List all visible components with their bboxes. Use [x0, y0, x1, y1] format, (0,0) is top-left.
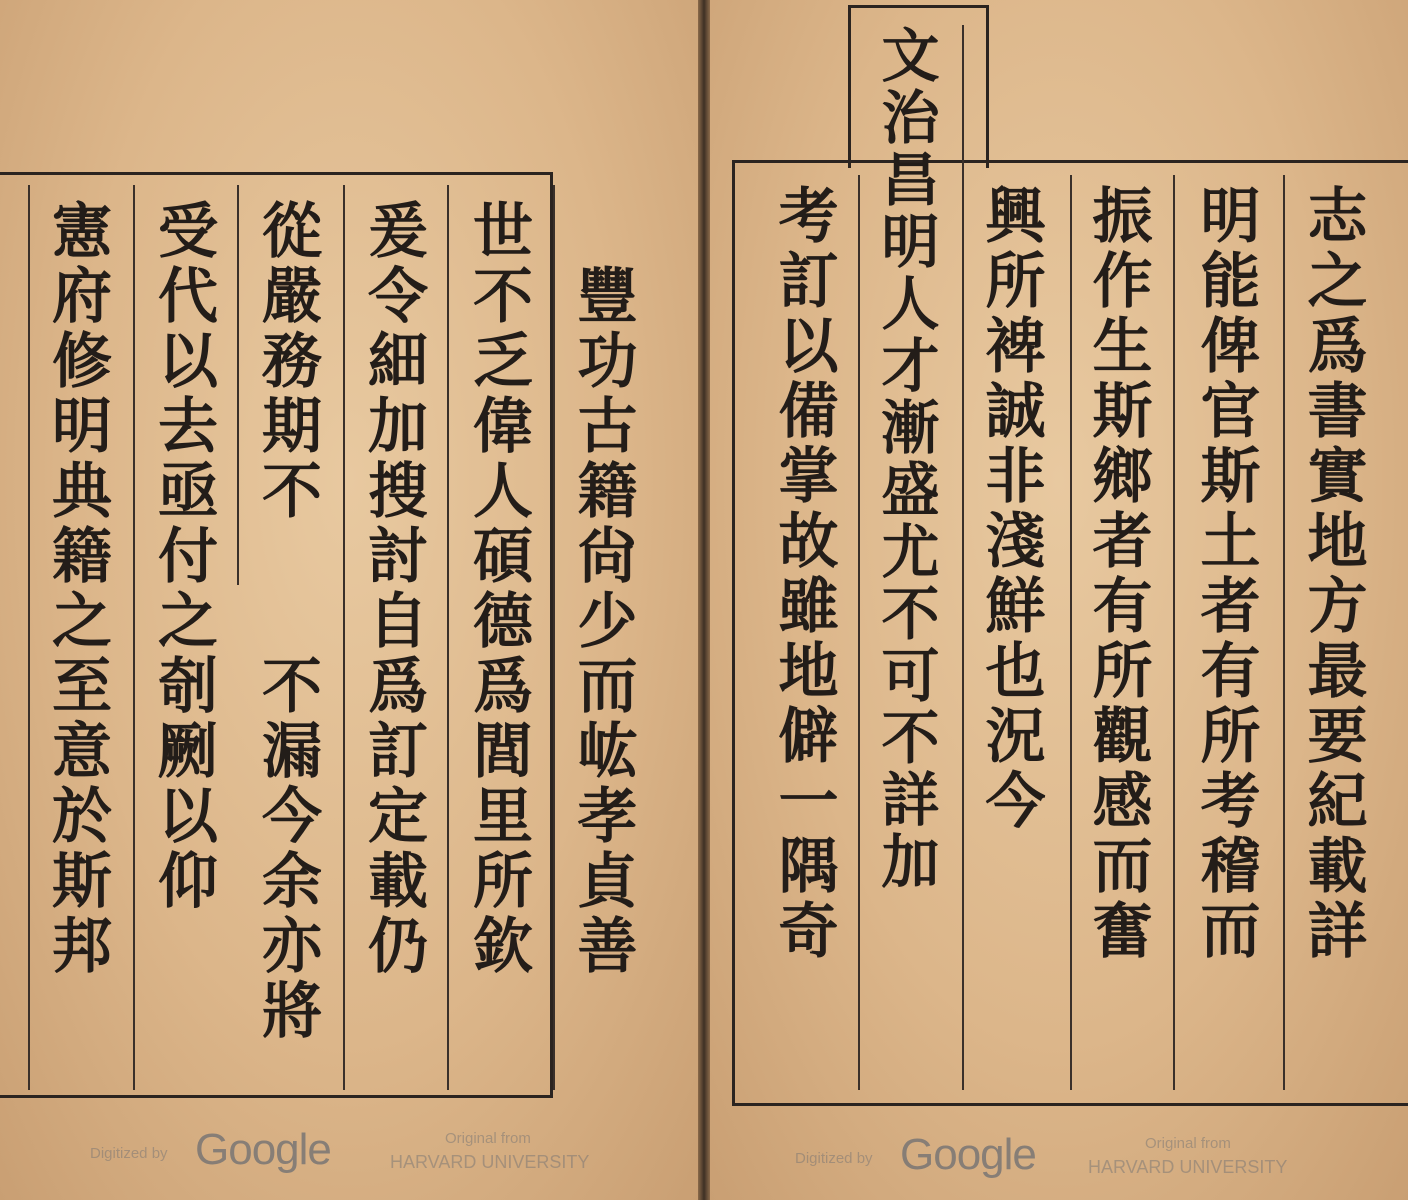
character: 府	[52, 262, 112, 332]
character: 人	[473, 457, 533, 527]
character: 將	[262, 977, 322, 1047]
character: 盛	[881, 456, 940, 524]
character: 定	[368, 782, 428, 852]
character: 非	[985, 442, 1046, 512]
character: 爲	[1307, 312, 1368, 382]
column-rule	[858, 175, 860, 1090]
character: 明	[52, 392, 112, 462]
column-rule	[133, 185, 135, 1090]
harvard-text: HARVARD UNIVERSITY	[390, 1152, 590, 1172]
character: 振	[1092, 182, 1153, 252]
character: 治	[881, 84, 940, 152]
character: 要	[1307, 702, 1368, 772]
column-rule	[343, 185, 345, 1090]
character: 加	[881, 828, 940, 896]
character: 尙	[577, 522, 638, 592]
character: 鄉	[1092, 442, 1153, 512]
character: 故	[778, 507, 839, 577]
character: 斯	[52, 847, 112, 917]
character: 籍	[52, 522, 112, 592]
column-rule	[962, 25, 964, 1090]
character: 今	[985, 767, 1046, 837]
character: 者	[1200, 572, 1261, 642]
character: 方	[1307, 572, 1368, 642]
character: 興	[985, 182, 1046, 252]
character: 鮮	[985, 572, 1046, 642]
character: 世	[473, 197, 533, 267]
character: 所	[1092, 637, 1153, 707]
character: 考	[1200, 767, 1261, 837]
character: 剞	[158, 652, 218, 722]
character: 掌	[778, 442, 839, 512]
original-from-text: Original from	[1145, 1135, 1231, 1152]
character: 不	[262, 652, 322, 722]
character: 邦	[52, 912, 112, 982]
character: 仰	[158, 847, 218, 917]
text-column	[570, 262, 645, 982]
character: 乏	[473, 327, 533, 397]
character: 有	[1200, 637, 1261, 707]
character: 所	[1200, 702, 1261, 772]
character: 也	[985, 637, 1046, 707]
character: 之	[52, 587, 112, 657]
character: 於	[52, 782, 112, 852]
character: 誠	[985, 377, 1046, 447]
character: 欽	[473, 912, 533, 982]
character: 況	[985, 702, 1046, 772]
character: 搜	[368, 457, 428, 527]
character: 去	[158, 392, 218, 462]
character: 才	[881, 332, 940, 400]
character: 𡵓	[577, 717, 638, 787]
character: 籍	[577, 457, 638, 527]
character: 受	[158, 197, 218, 267]
character: 從	[262, 197, 322, 267]
text-column	[1188, 182, 1273, 967]
character: 不	[881, 704, 940, 772]
character: 能	[1200, 247, 1261, 317]
text-column	[766, 182, 851, 967]
character: 載	[368, 847, 428, 917]
character: 地	[1307, 507, 1368, 577]
character: 明	[1200, 182, 1261, 252]
character: 裨	[985, 312, 1046, 382]
character: 所	[985, 247, 1046, 317]
heading-column	[868, 22, 953, 896]
character: 今	[262, 782, 322, 852]
character: 以	[158, 782, 218, 852]
character: 人	[881, 270, 940, 338]
column-rule	[1283, 175, 1285, 1090]
digitized-by-text: Digitized by	[90, 1145, 168, 1162]
character: 余	[262, 847, 322, 917]
character: 漏	[262, 717, 322, 787]
character: 閭	[473, 717, 533, 787]
character: 古	[577, 392, 638, 462]
character: 訂	[368, 717, 428, 787]
character: 僻	[778, 702, 839, 772]
character: 細	[368, 327, 428, 397]
character: 而	[577, 652, 638, 722]
character: 地	[778, 637, 839, 707]
character: 漸	[881, 394, 940, 462]
character: 紀	[1307, 767, 1368, 837]
character: 詳	[1307, 897, 1368, 967]
character: 一	[778, 767, 839, 837]
character: 善	[577, 912, 638, 982]
character: 詳	[881, 766, 940, 834]
text-column	[358, 197, 438, 982]
character: 考	[778, 182, 839, 252]
character: 觀	[1092, 702, 1153, 772]
character: 昌	[881, 146, 940, 214]
right-page	[710, 0, 1408, 1200]
character: 意	[52, 717, 112, 787]
character: 生	[1092, 312, 1153, 382]
character: 文	[881, 22, 940, 90]
character: 嚴	[262, 262, 322, 332]
character: 備	[778, 377, 839, 447]
character: 代	[158, 262, 218, 332]
text-column	[973, 182, 1058, 837]
text-column	[252, 197, 332, 527]
character: 明	[881, 208, 940, 276]
character: 俾	[1200, 312, 1261, 382]
character: 爰	[368, 197, 428, 267]
character: 爲	[473, 652, 533, 722]
character: 討	[368, 522, 428, 592]
character: 典	[52, 457, 112, 527]
character: 期	[262, 392, 322, 462]
character: 土	[1200, 507, 1261, 577]
character: 少	[577, 587, 638, 657]
character: 自	[368, 587, 428, 657]
character: 偉	[473, 392, 533, 462]
character: 載	[1307, 832, 1368, 902]
character: 官	[1200, 377, 1261, 447]
character: 亦	[262, 912, 322, 982]
column-rule	[1070, 175, 1072, 1090]
character: 以	[778, 312, 839, 382]
column-rule	[1173, 175, 1175, 1090]
character: 付	[158, 522, 218, 592]
character: 可	[881, 642, 940, 710]
google-logo: Google	[195, 1125, 331, 1174]
book-gutter	[698, 0, 710, 1200]
left-page	[0, 0, 698, 1200]
character: 孝	[577, 782, 638, 852]
character: 豐	[577, 262, 638, 332]
character: 雖	[778, 572, 839, 642]
character: 斯	[1200, 442, 1261, 512]
character: 爲	[368, 652, 428, 722]
character: 不	[262, 457, 322, 527]
digitized-by-text: Digitized by	[795, 1150, 873, 1167]
column-rule	[553, 185, 555, 1090]
character: 憲	[52, 197, 112, 267]
text-column	[1080, 182, 1165, 967]
character: 不	[473, 262, 533, 332]
text-column	[42, 197, 122, 982]
character: 仍	[368, 912, 428, 982]
harvard-text: HARVARD UNIVERSITY	[1088, 1157, 1288, 1177]
text-column	[252, 652, 332, 1047]
character: 實	[1307, 442, 1368, 512]
character: 最	[1307, 637, 1368, 707]
character: 亟	[158, 457, 218, 527]
character: 務	[262, 327, 322, 397]
character: 而	[1200, 897, 1261, 967]
character: 有	[1092, 572, 1153, 642]
character: 貞	[577, 847, 638, 917]
column-rule	[28, 185, 30, 1090]
character: 碩	[473, 522, 533, 592]
character: 淺	[985, 507, 1046, 577]
character: 而	[1092, 832, 1153, 902]
character: 稽	[1200, 832, 1261, 902]
character: 令	[368, 262, 428, 332]
character: 志	[1307, 182, 1368, 252]
character: 斯	[1092, 377, 1153, 447]
character: 之	[1307, 247, 1368, 317]
character: 感	[1092, 767, 1153, 837]
character: 訂	[778, 247, 839, 317]
character: 所	[473, 847, 533, 917]
character: 隅	[778, 832, 839, 902]
character: 者	[1092, 507, 1153, 577]
character: 修	[52, 327, 112, 397]
character: 之	[158, 587, 218, 657]
character: 德	[473, 587, 533, 657]
character: 里	[473, 782, 533, 852]
text-column	[1295, 182, 1380, 967]
text-column	[463, 197, 543, 982]
character: 加	[368, 392, 428, 462]
text-column	[148, 197, 228, 917]
column-rule	[237, 185, 239, 585]
character: 劂	[158, 717, 218, 787]
character: 至	[52, 652, 112, 722]
character: 以	[158, 327, 218, 397]
character: 奮	[1092, 897, 1153, 967]
character: 作	[1092, 247, 1153, 317]
character: 書	[1307, 377, 1368, 447]
character: 功	[577, 327, 638, 397]
character: 不	[881, 580, 940, 648]
character: 奇	[778, 897, 839, 967]
google-logo: Google	[900, 1130, 1036, 1179]
original-from-text: Original from	[445, 1130, 531, 1147]
column-rule	[447, 185, 449, 1090]
character: 尤	[881, 518, 940, 586]
